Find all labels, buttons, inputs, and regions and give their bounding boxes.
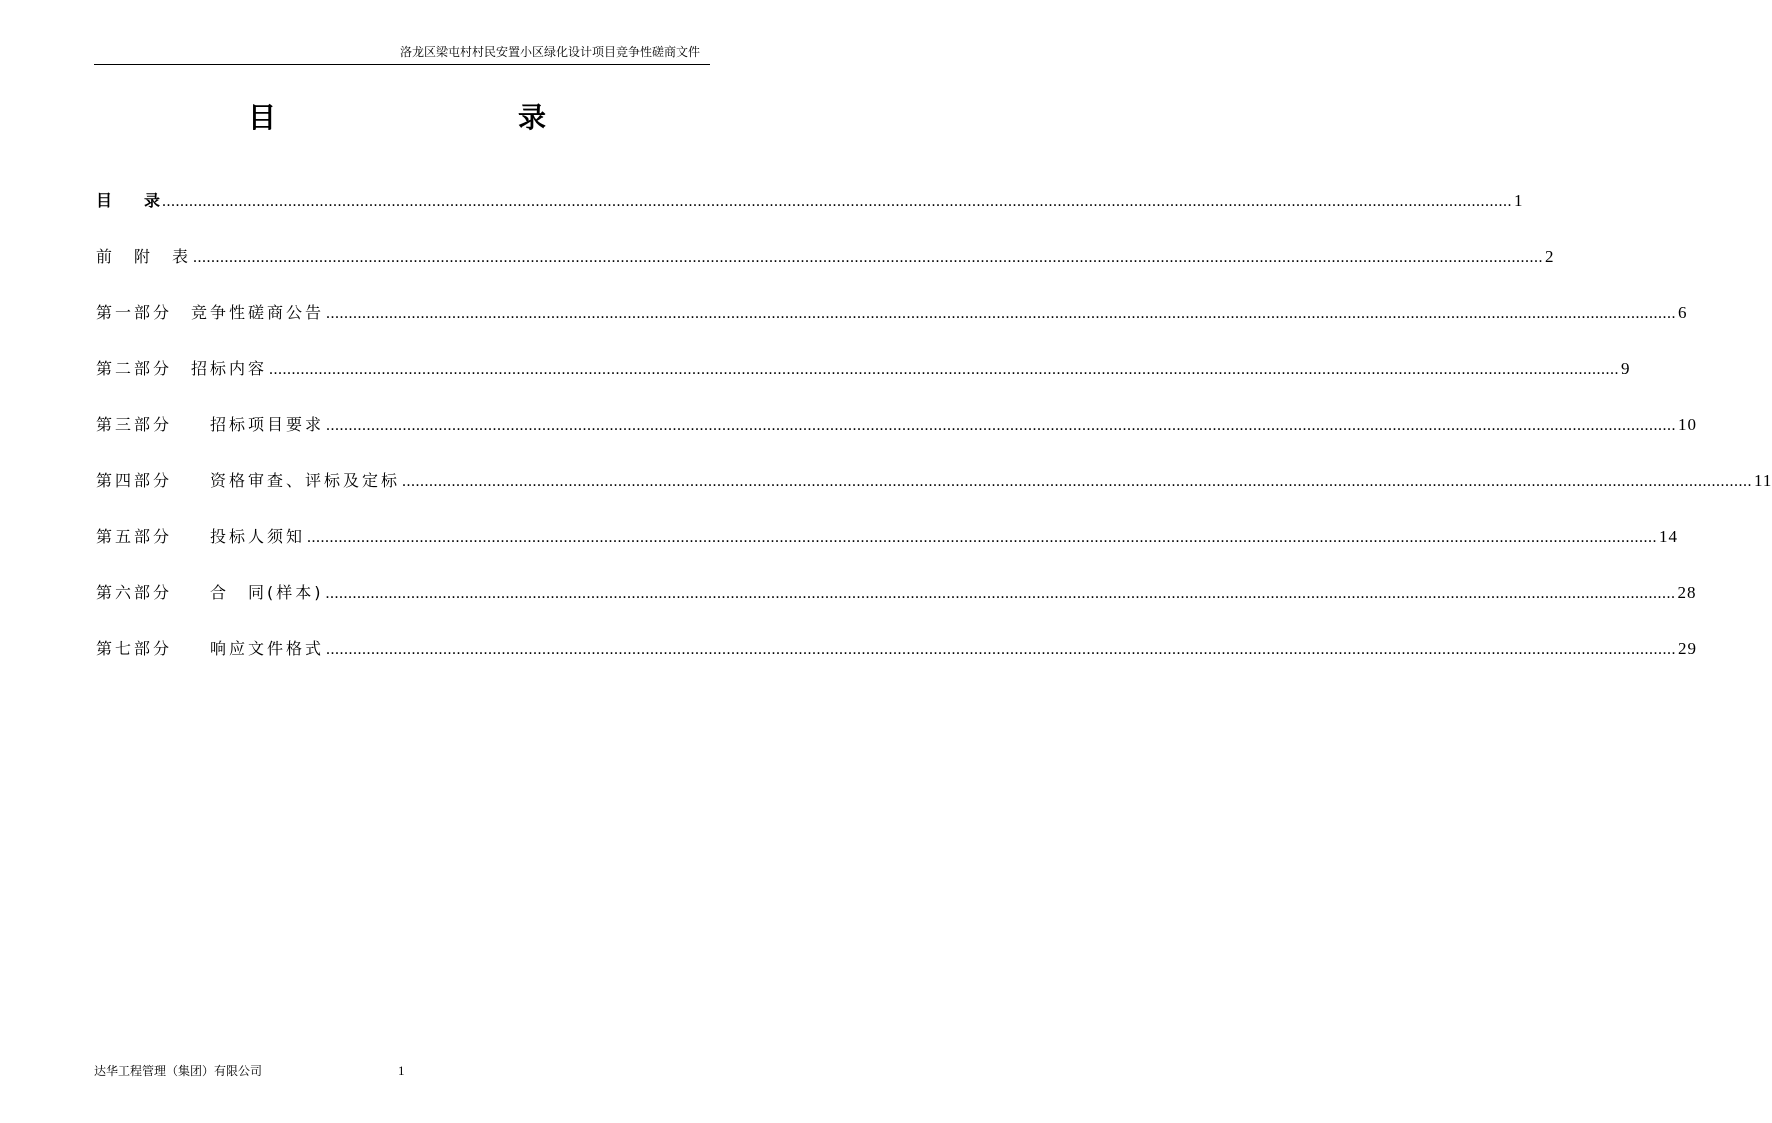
toc-entry-label: 第七部分 响应文件格式 bbox=[96, 639, 325, 658]
toc-dot-leader: ............................................................................................................................................................................................................................................................................................................ bbox=[162, 193, 1513, 210]
toc-entry-part-4[interactable] bbox=[96, 468, 1772, 524]
toc-entry-label: 前 附 表 bbox=[96, 247, 192, 266]
footer-page-number: 1 bbox=[398, 1063, 405, 1078]
toc-entry-part-7[interactable] bbox=[96, 636, 1698, 692]
toc-entry-part-1[interactable] bbox=[96, 300, 1688, 356]
toc-entry-page: 6 bbox=[1678, 303, 1688, 322]
toc-dot-leader: ............................................................................................................................................................................................................................................................................................................ bbox=[307, 529, 1658, 546]
toc-entry-contents[interactable] bbox=[96, 188, 1524, 244]
toc-entry-label: 第一部分 竞争性磋商公告 bbox=[96, 303, 325, 322]
toc-entry-label: 目 录 bbox=[96, 191, 161, 210]
toc-entry-page: 9 bbox=[1621, 359, 1631, 378]
toc-dot-leader: ............................................................................................................................................................................................................................................................................................................ bbox=[326, 417, 1677, 434]
toc-entry-page: 14 bbox=[1659, 527, 1679, 546]
header-rule bbox=[94, 64, 710, 65]
toc-entry-label: 第六部分 合 同(样本) bbox=[96, 583, 324, 602]
toc-entry-label: 第四部分 资格审查、评标及定标 bbox=[96, 471, 401, 490]
toc-entry-page: 28 bbox=[1677, 583, 1697, 602]
toc-dot-leader: ............................................................................................................................................................................................................................................................................................................ bbox=[269, 361, 1620, 378]
toc-entry-page: 1 bbox=[1514, 191, 1524, 210]
toc-entry-page: 10 bbox=[1678, 415, 1698, 434]
toc-entry-page: 2 bbox=[1545, 247, 1555, 266]
toc-dot-leader: ............................................................................................................................................................................................................................................................................................................ bbox=[326, 641, 1677, 658]
toc-entry-front-table[interactable] bbox=[96, 244, 1555, 300]
toc-entry-part-2[interactable] bbox=[96, 356, 1631, 412]
toc-entry-part-3[interactable] bbox=[96, 412, 1698, 468]
toc-dot-leader: ............................................................................................................................................................................................................................................................................................................ bbox=[326, 305, 1677, 322]
toc-entry-label: 第二部分 招标内容 bbox=[96, 359, 268, 378]
toc-dot-leader: ............................................................................................................................................................................................................................................................................................................ bbox=[193, 249, 1544, 266]
toc-dot-leader: ............................................................................................................................................................................................................................................................................................................ bbox=[402, 473, 1753, 490]
page-title: 目 录 bbox=[247, 101, 608, 134]
toc-entry-part-5[interactable] bbox=[96, 524, 1679, 580]
toc-entry-label: 第五部分 投标人须知 bbox=[96, 527, 306, 546]
footer-company: 达华工程管理（集团）有限公司 bbox=[94, 1064, 263, 1078]
toc-dot-leader: ............................................................................................................................................................................................................................................................................................................ bbox=[325, 585, 1676, 602]
toc-entry-part-6[interactable] bbox=[96, 580, 1697, 636]
running-header: 洛龙区梁屯村村民安置小区绿化设计项目竞争性磋商文件 bbox=[399, 45, 700, 59]
table-of-contents bbox=[96, 188, 1772, 692]
toc-entry-label: 第三部分 招标项目要求 bbox=[96, 415, 325, 434]
toc-entry-page: 29 bbox=[1678, 639, 1698, 658]
toc-entry-page: 11 bbox=[1754, 471, 1772, 490]
